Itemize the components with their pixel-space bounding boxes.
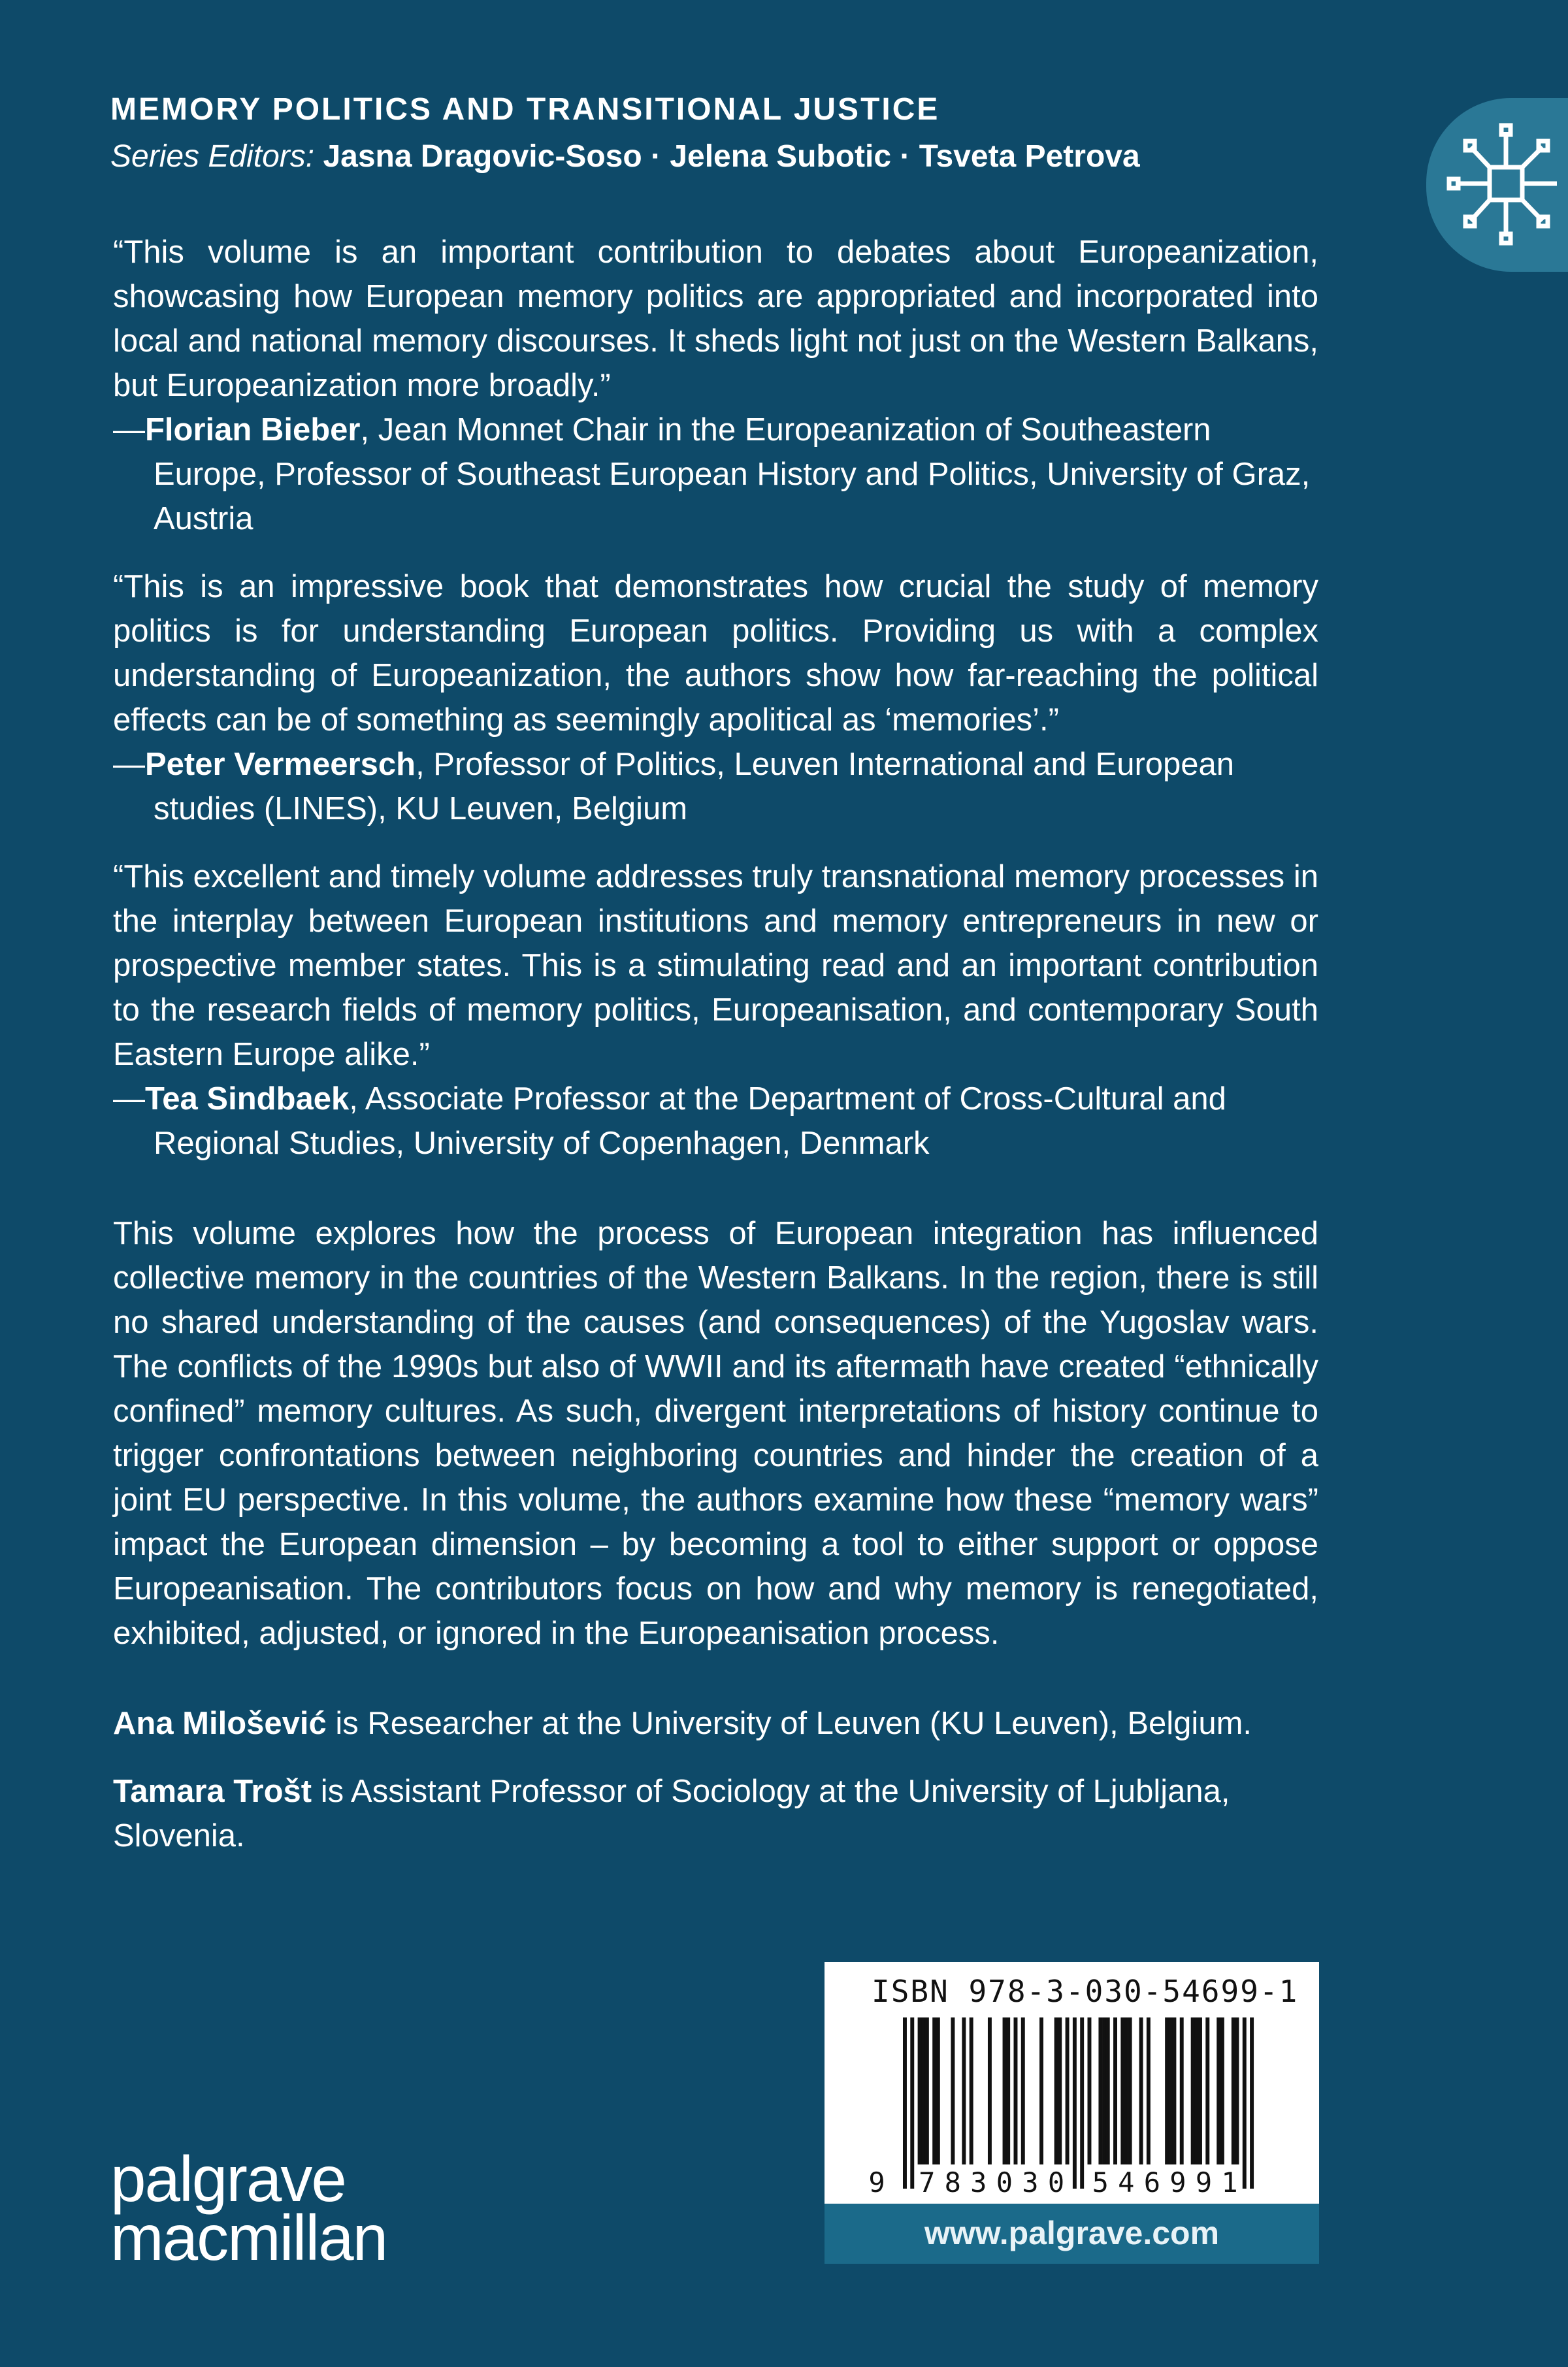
barcode-bar <box>1014 2017 1018 2164</box>
barcode-bar <box>1139 2017 1143 2164</box>
author-name: Tamara Trošt <box>113 1774 312 1809</box>
endorser-affiliation: , Jean Monnet Chair in the Europeanization of Southeastern Europe, Professor of Southeast European History and Politics, University of Graz, Austria <box>154 412 1311 536</box>
barcode-digit: 0 <box>1047 2166 1065 2198</box>
author-bio: is Assistant Professor of Sociology at the University of Ljubljana, Slovenia. <box>113 1774 1230 1853</box>
barcode-bar <box>1124 2017 1128 2164</box>
network-icon <box>1426 98 1557 272</box>
barcode-digit: 5 <box>1092 2166 1109 2198</box>
endorsement-quote: “This is an impressive book that demonstrates how crucial the study of memory politics is for understanding European politics. Providing us with a complex understanding of Europeanization, the authors show how far-reaching the political effects can be of something as seemingly apolitical as ‘memories’.” <box>113 569 1318 738</box>
barcode-digit: 1 <box>1221 2166 1238 2198</box>
barcode-digit: 9 <box>868 2166 885 2198</box>
author-bio-2 <box>113 1769 1318 1858</box>
barcode-bar <box>988 2017 992 2164</box>
barcode-bar <box>1102 2017 1106 2164</box>
endorser-name: Florian Bieber <box>145 412 361 448</box>
barcode-bar <box>1250 2017 1254 2189</box>
author-bio: is Researcher at the University of Leuven (KU Leuven), Belgium. <box>326 1706 1252 1741</box>
barcode-bar <box>1039 2017 1043 2164</box>
publisher-logo-line2: macmillan <box>110 2202 387 2274</box>
barcode-bar <box>962 2017 966 2164</box>
barcode-bar <box>1217 2017 1220 2164</box>
barcode-bar <box>918 2017 922 2164</box>
endorsement-2 <box>113 564 1318 831</box>
barcode-digit: 6 <box>1143 2166 1161 2198</box>
endorser-affiliation: , Professor of Politics, Leuven International and European studies (LINES), KU Leuven, Belgium <box>154 747 1235 826</box>
barcode-bar <box>921 2017 925 2164</box>
endorser-name: Tea Sindbaek <box>145 1081 350 1117</box>
barcode-bar <box>1066 2017 1070 2164</box>
barcode-bar <box>1180 2017 1184 2164</box>
barcode-bar <box>910 2017 914 2189</box>
barcode-bar <box>970 2017 973 2164</box>
barcode-bar <box>1194 2017 1198 2164</box>
barcode-bar <box>1235 2017 1239 2164</box>
barcode-bar <box>1169 2017 1173 2164</box>
barcode-bar <box>1088 2017 1092 2164</box>
barcode-bar <box>1098 2017 1102 2164</box>
series-editors <box>110 139 1391 175</box>
barcode-bar <box>1120 2017 1124 2164</box>
barcode-bar <box>1147 2017 1151 2164</box>
endorsement-attribution <box>113 1077 1318 1166</box>
barcode-bar <box>1220 2017 1224 2164</box>
barcode-bar <box>925 2017 929 2164</box>
endorser-affiliation: , Associate Professor at the Department of Cross-Cultural and Regional Studies, University of Copenhagen, Denmark <box>154 1081 1226 1161</box>
dash: — <box>113 412 145 448</box>
barcode-bar <box>1205 2017 1209 2164</box>
series-title: MEMORY POLITICS AND TRANSITIONAL JUSTICE <box>110 92 940 127</box>
publisher-logo-line1: palgrave <box>110 2143 346 2215</box>
barcode-bar <box>1003 2017 1007 2164</box>
series-editors-label: Series Editors: <box>110 139 315 174</box>
barcode-bar <box>1113 2017 1117 2164</box>
endorsement-attribution <box>113 408 1318 541</box>
endorsement-3 <box>113 855 1318 1166</box>
barcode-bar <box>1165 2017 1169 2164</box>
barcode-bar <box>932 2017 936 2164</box>
barcode-digit: 9 <box>1195 2166 1213 2198</box>
description-text: This volume explores how the process of European integration has influenced collective memory in the countries of the Western Balkans. In the region, there is still no shared understanding of the causes (and consequences) of the Yugoslav wars. The conflicts of the 1990s but also of WWII and its aftermath have created “ethnically confined” memory cultures. As such, divergent interpretations of history continue to trigger confrontations between neighboring countries and hinder the creation of a joint EU perspective. In this volume, the authors examine how these “memory wars” impact the European dimension – by becoming a tool to either support or oppose Europeanisation. The contributors focus on how and why memory is renegotiated, exhibited, adjusted, or ignored in the Europeanisation process. <box>113 1216 1318 1651</box>
endorsement-quote: “This excellent and timely volume addresses truly transnational memory processes in the interplay between European institutions and memory entrepreneurs in new or prospective member states. This is a stimulating read and an important contribution to the research fields of memory politics, Europeanisation, and contemporary South Eastern Europe alike.” <box>113 859 1318 1072</box>
publisher-logo <box>110 2143 387 2274</box>
book-description <box>113 1211 1318 1656</box>
barcode-digit: 0 <box>996 2166 1013 2198</box>
barcode-bar <box>951 2017 955 2164</box>
barcode-digit: 3 <box>970 2166 987 2198</box>
barcode-bar <box>903 2017 907 2189</box>
barcode-bar <box>936 2017 940 2164</box>
main-text-column <box>113 230 1318 1858</box>
barcode-bar <box>1054 2017 1058 2164</box>
endorsement-1 <box>113 230 1318 541</box>
endorser-name: Peter Vermeersch <box>145 747 416 782</box>
isbn-barcode-box <box>825 1962 1319 2264</box>
isbn-label: ISBN 978-3-030-54699-1 <box>872 1974 1299 2009</box>
endorsement-attribution <box>113 742 1318 831</box>
barcode-digit: 7 <box>919 2166 936 2198</box>
barcode-bar <box>1021 2017 1025 2164</box>
barcode-bar <box>1232 2017 1235 2164</box>
barcode-digit: 9 <box>1169 2166 1186 2198</box>
barcode-bar <box>1058 2017 1062 2164</box>
website-link[interactable]: www.palgrave.com <box>825 2204 1319 2264</box>
endorsement-quote: “This volume is an important contribution to debates about Europeanization, showcasing how European memory politics are appropriated and incorporated into local and national memory discourses. It sheds light not just on the Western Balkans, but Europeanization more broadly.” <box>113 235 1318 403</box>
barcode-bar <box>1172 2017 1176 2164</box>
barcode-digit: 3 <box>1022 2166 1039 2198</box>
series-logo <box>1426 98 1568 272</box>
barcode-bar <box>1080 2017 1084 2189</box>
barcode-digit: 8 <box>944 2166 961 2198</box>
dash: — <box>113 1081 145 1117</box>
author-bio-1 <box>113 1701 1318 1746</box>
barcode-bar <box>1006 2017 1010 2164</box>
barcode-bar <box>1106 2017 1110 2164</box>
author-name: Ana Milošević <box>113 1706 327 1741</box>
barcode-digit: 4 <box>1118 2166 1135 2198</box>
barcode-bar <box>1128 2017 1132 2164</box>
series-editors-names: Jasna Dragovic-Soso · Jelena Subotic · Tsveta Petrova <box>323 139 1140 174</box>
barcode-bar <box>1191 2017 1195 2164</box>
barcode-bar <box>1073 2017 1077 2189</box>
barcode-bar <box>1198 2017 1202 2164</box>
barcode-bar <box>1243 2017 1247 2189</box>
dash: — <box>113 747 145 782</box>
